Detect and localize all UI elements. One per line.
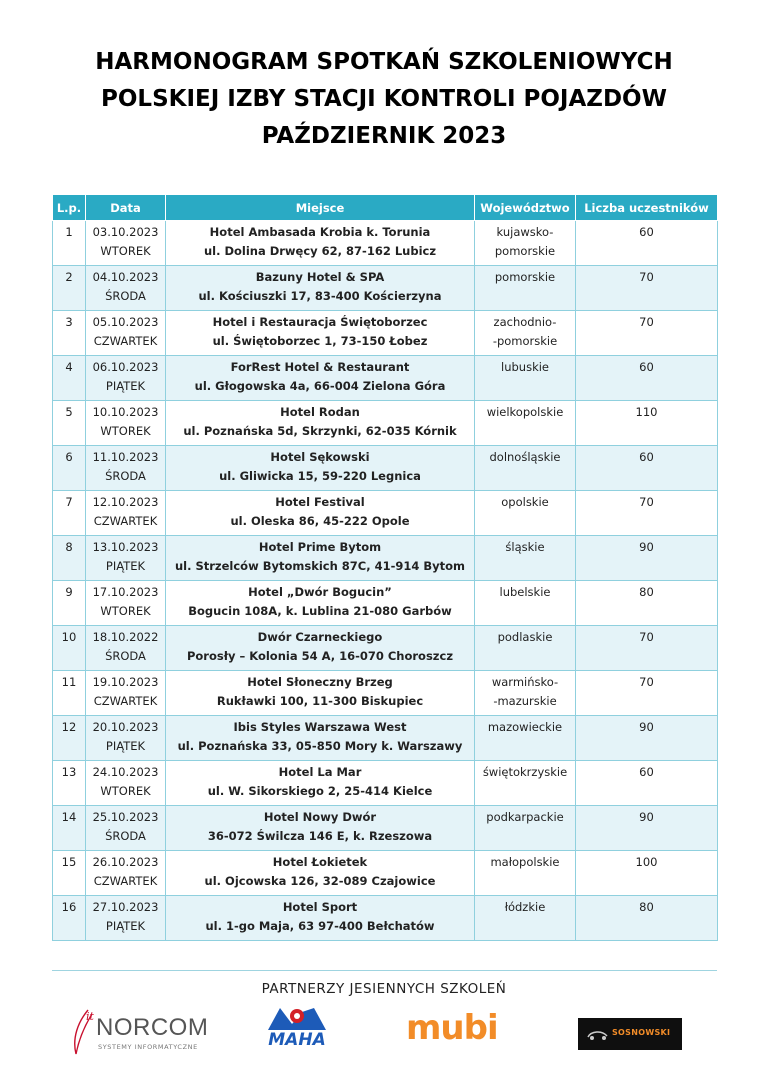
cell-region (475, 311, 576, 356)
weekday: WTOREK (100, 604, 151, 618)
cell-lp: 10 (53, 626, 86, 671)
cell-date (86, 626, 166, 671)
region-line-1: łódzkie (504, 900, 546, 914)
place-address: ul. Poznańska 33, 05-850 Mory k. Warszawy (177, 739, 463, 753)
weekday: CZWARTEK (93, 514, 158, 528)
region-line-2: -pomorskie (492, 334, 558, 348)
cell-region (475, 671, 576, 716)
cell-place (166, 491, 475, 536)
cell-place (166, 671, 475, 716)
cell-participants: 70 (576, 671, 718, 716)
region-line-1: małopolskie (490, 855, 560, 869)
footer-divider (52, 970, 717, 971)
cell-date (86, 491, 166, 536)
place-address: ul. Poznańska 5d, Skrzynki, 62-035 Kórnik (183, 424, 457, 438)
table-row (53, 806, 718, 851)
cell-lp: 3 (53, 311, 86, 356)
cell-participants: 100 (576, 851, 718, 896)
weekday: ŚRODA (105, 469, 146, 483)
region-line-1: śląskie (505, 540, 545, 554)
cell-place (166, 221, 475, 266)
table-body (53, 221, 718, 941)
cell-lp: 13 (53, 761, 86, 806)
weekday: PIĄTEK (105, 559, 146, 573)
mubi-logo (406, 1008, 506, 1056)
schedule-table (52, 194, 718, 941)
cell-region (475, 716, 576, 761)
date-value: 03.10.2023 (92, 225, 159, 239)
maha-name: MAHA (268, 1030, 326, 1050)
cell-lp: 16 (53, 896, 86, 941)
maha-gear-icon (262, 1002, 332, 1032)
place-address: ul. Głogowska 4a, 66-004 Zielona Góra (194, 379, 446, 393)
norcom-logo (66, 1004, 209, 1060)
norcom-subtitle: SYSTEMY INFORMATYCZNE (98, 1043, 198, 1051)
cell-region (475, 626, 576, 671)
cell-place (166, 806, 475, 851)
cell-participants: 60 (576, 356, 718, 401)
cell-lp: 15 (53, 851, 86, 896)
date-value: 12.10.2023 (92, 495, 159, 509)
date-value: 13.10.2023 (92, 540, 159, 554)
weekday: ŚRODA (105, 289, 146, 303)
place-name: Hotel Ambasada Krobia k. Torunia (209, 225, 431, 239)
place-address: ul. W. Sikorskiego 2, 25-414 Kielce (207, 784, 433, 798)
table-row (53, 851, 718, 896)
sosnowski-car-icon (582, 1018, 612, 1050)
cell-participants: 60 (576, 446, 718, 491)
cell-place (166, 716, 475, 761)
cell-place (166, 401, 475, 446)
place-name: Hotel Słoneczny Brzeg (247, 675, 393, 689)
cell-participants: 70 (576, 491, 718, 536)
cell-place (166, 761, 475, 806)
cell-region (475, 536, 576, 581)
cell-region (475, 806, 576, 851)
table-row (53, 221, 718, 266)
place-name: Hotel i Restauracja Świętoborzec (212, 315, 428, 329)
cell-date (86, 806, 166, 851)
place-address: Rukławki 100, 11-300 Biskupiec (216, 694, 424, 708)
table-row (53, 581, 718, 626)
place-name: Bazuny Hotel & SPA (255, 270, 385, 284)
region-line-1: zachodnio- (493, 315, 557, 329)
region-line-1: lubelskie (499, 585, 551, 599)
cell-place (166, 851, 475, 896)
title-line-1: HARMONOGRAM SPOTKAŃ SZKOLENIOWYCH (95, 49, 673, 75)
region-line-1: mazowieckie (487, 720, 563, 734)
cell-lp: 11 (53, 671, 86, 716)
cell-participants: 90 (576, 536, 718, 581)
cell-region (475, 356, 576, 401)
cell-lp: 8 (53, 536, 86, 581)
place-name: Hotel Łokietek (272, 855, 368, 869)
place-address: ul. Świętoborzec 1, 73-150 Łobez (212, 334, 428, 348)
place-address: ul. Oleska 86, 45-222 Opole (230, 514, 410, 528)
cell-date (86, 266, 166, 311)
cell-region (475, 851, 576, 896)
cell-date (86, 536, 166, 581)
cell-date (86, 221, 166, 266)
table-row (53, 896, 718, 941)
region-line-1: pomorskie (494, 270, 556, 284)
cell-place (166, 311, 475, 356)
place-name: Dwór Czarneckiego (257, 630, 383, 644)
date-value: 26.10.2023 (92, 855, 159, 869)
weekday: PIĄTEK (105, 379, 146, 393)
date-value: 05.10.2023 (92, 315, 159, 329)
cell-place (166, 536, 475, 581)
cell-participants: 90 (576, 716, 718, 761)
cell-lp: 1 (53, 221, 86, 266)
cell-date (86, 761, 166, 806)
table-row (53, 491, 718, 536)
region-line-1: kujawsko- (496, 225, 554, 239)
weekday: WTOREK (100, 244, 151, 258)
region-line-1: świętokrzyskie (482, 765, 568, 779)
cell-region (475, 491, 576, 536)
header-region: Województwo (475, 195, 576, 221)
cell-lp: 5 (53, 401, 86, 446)
cell-lp: 14 (53, 806, 86, 851)
cell-lp: 7 (53, 491, 86, 536)
cell-lp: 9 (53, 581, 86, 626)
weekday: ŚRODA (105, 649, 146, 663)
region-line-1: podlaskie (497, 630, 553, 644)
date-value: 18.10.2022 (92, 630, 159, 644)
cell-participants: 90 (576, 806, 718, 851)
mubi-name: mubi (406, 1008, 498, 1048)
place-name: Hotel Nowy Dwór (263, 810, 377, 824)
header-participants: Liczba uczestników (576, 195, 718, 221)
place-address: Bogucin 108A, k. Lublina 21-080 Garbów (188, 604, 452, 618)
place-address: ul. 1-go Maja, 63 97-400 Bełchatów (205, 919, 435, 933)
date-value: 04.10.2023 (92, 270, 159, 284)
cell-participants: 80 (576, 581, 718, 626)
title-line-2: POLSKIEJ IZBY STACJI KONTROLI POJAZDÓW (101, 86, 667, 112)
cell-date (86, 356, 166, 401)
norcom-name: NORCOM (96, 1014, 209, 1041)
place-address: ul. Gliwicka 15, 59-220 Legnica (219, 469, 421, 483)
table-row (53, 446, 718, 491)
region-line-1: podkarpackie (486, 810, 564, 824)
date-value: 20.10.2023 (92, 720, 159, 734)
region-line-2: pomorskie (494, 244, 556, 258)
region-line-1: warmińsko- (491, 675, 559, 689)
table-row (53, 671, 718, 716)
date-value: 19.10.2023 (92, 675, 159, 689)
date-value: 11.10.2023 (92, 450, 159, 464)
table-header-row (53, 195, 718, 221)
cell-date (86, 401, 166, 446)
table-row (53, 536, 718, 581)
page-title (0, 44, 768, 155)
cell-lp: 12 (53, 716, 86, 761)
date-value: 10.10.2023 (92, 405, 159, 419)
cell-place (166, 266, 475, 311)
date-value: 27.10.2023 (92, 900, 159, 914)
cell-participants: 70 (576, 266, 718, 311)
title-line-3: PAŹDZIERNIK 2023 (261, 123, 507, 149)
cell-region (475, 221, 576, 266)
cell-participants: 60 (576, 221, 718, 266)
place-name: Hotel Sękowski (270, 450, 370, 464)
weekday: ŚRODA (105, 829, 146, 843)
cell-participants: 110 (576, 401, 718, 446)
header-lp: L.p. (53, 195, 86, 221)
cell-date (86, 446, 166, 491)
cell-region (475, 761, 576, 806)
cell-participants: 80 (576, 896, 718, 941)
weekday: PIĄTEK (105, 919, 146, 933)
place-address: 36-072 Świlcza 146 E, k. Rzeszowa (207, 829, 433, 843)
sosnowski-logo (578, 1018, 682, 1050)
cell-place (166, 446, 475, 491)
cell-participants: 60 (576, 761, 718, 806)
table-row (53, 626, 718, 671)
cell-region (475, 581, 576, 626)
header-place: Miejsce (166, 195, 475, 221)
date-value: 24.10.2023 (92, 765, 159, 779)
cell-date (86, 896, 166, 941)
cell-lp: 6 (53, 446, 86, 491)
region-line-1: lubuskie (501, 360, 549, 374)
weekday: CZWARTEK (93, 694, 158, 708)
weekday: CZWARTEK (93, 874, 158, 888)
cell-date (86, 311, 166, 356)
place-address: ul. Strzelców Bytomskich 87C, 41-914 Bytom (174, 559, 466, 573)
maha-logo (262, 1002, 332, 1054)
place-name: Hotel La Mar (278, 765, 362, 779)
cell-lp: 4 (53, 356, 86, 401)
weekday: WTOREK (100, 784, 151, 798)
place-name: Hotel Rodan (280, 405, 360, 419)
place-address: ul. Dolina Drwęcy 62, 87-162 Lubicz (203, 244, 437, 258)
place-name: ForRest Hotel & Restaurant (230, 360, 410, 374)
cell-date (86, 581, 166, 626)
weekday: PIĄTEK (105, 739, 146, 753)
cell-lp: 2 (53, 266, 86, 311)
cell-place (166, 626, 475, 671)
region-line-2: -mazurskie (493, 694, 557, 708)
weekday: CZWARTEK (93, 334, 158, 348)
cell-region (475, 266, 576, 311)
cell-region (475, 446, 576, 491)
place-name: Hotel Sport (282, 900, 358, 914)
cell-place (166, 896, 475, 941)
table-row (53, 356, 718, 401)
table-row (53, 266, 718, 311)
cell-place (166, 581, 475, 626)
norcom-it-mark: it (86, 1010, 94, 1023)
cell-date (86, 671, 166, 716)
region-line-1: wielkopolskie (486, 405, 564, 419)
table-row (53, 311, 718, 356)
cell-date (86, 716, 166, 761)
place-name: Hotel „Dwór Bogucin” (248, 585, 392, 599)
table-row (53, 401, 718, 446)
date-value: 17.10.2023 (92, 585, 159, 599)
region-line-1: opolskie (501, 495, 549, 509)
place-name: Hotel Festival (275, 495, 365, 509)
region-line-1: dolnośląskie (489, 450, 561, 464)
cell-region (475, 401, 576, 446)
date-value: 06.10.2023 (92, 360, 159, 374)
place-name: Hotel Prime Bytom (258, 540, 382, 554)
sosnowski-name: SOSNOWSKI (612, 1028, 671, 1037)
cell-place (166, 356, 475, 401)
table-row (53, 761, 718, 806)
weekday: WTOREK (100, 424, 151, 438)
cell-date (86, 851, 166, 896)
table-row (53, 716, 718, 761)
cell-participants: 70 (576, 626, 718, 671)
header-date: Data (86, 195, 166, 221)
place-name: Ibis Styles Warszawa West (233, 720, 407, 734)
place-address: ul. Ojcowska 126, 32-089 Czajowice (204, 874, 436, 888)
date-value: 25.10.2023 (92, 810, 159, 824)
cell-participants: 70 (576, 311, 718, 356)
cell-region (475, 896, 576, 941)
partners-title: PARTNERZY JESIENNYCH SZKOLEŃ (261, 981, 507, 997)
place-address: ul. Kościuszki 17, 83-400 Kościerzyna (198, 289, 442, 303)
place-address: Porosły – Kolonia 54 A, 16-070 Choroszcz (186, 649, 454, 663)
